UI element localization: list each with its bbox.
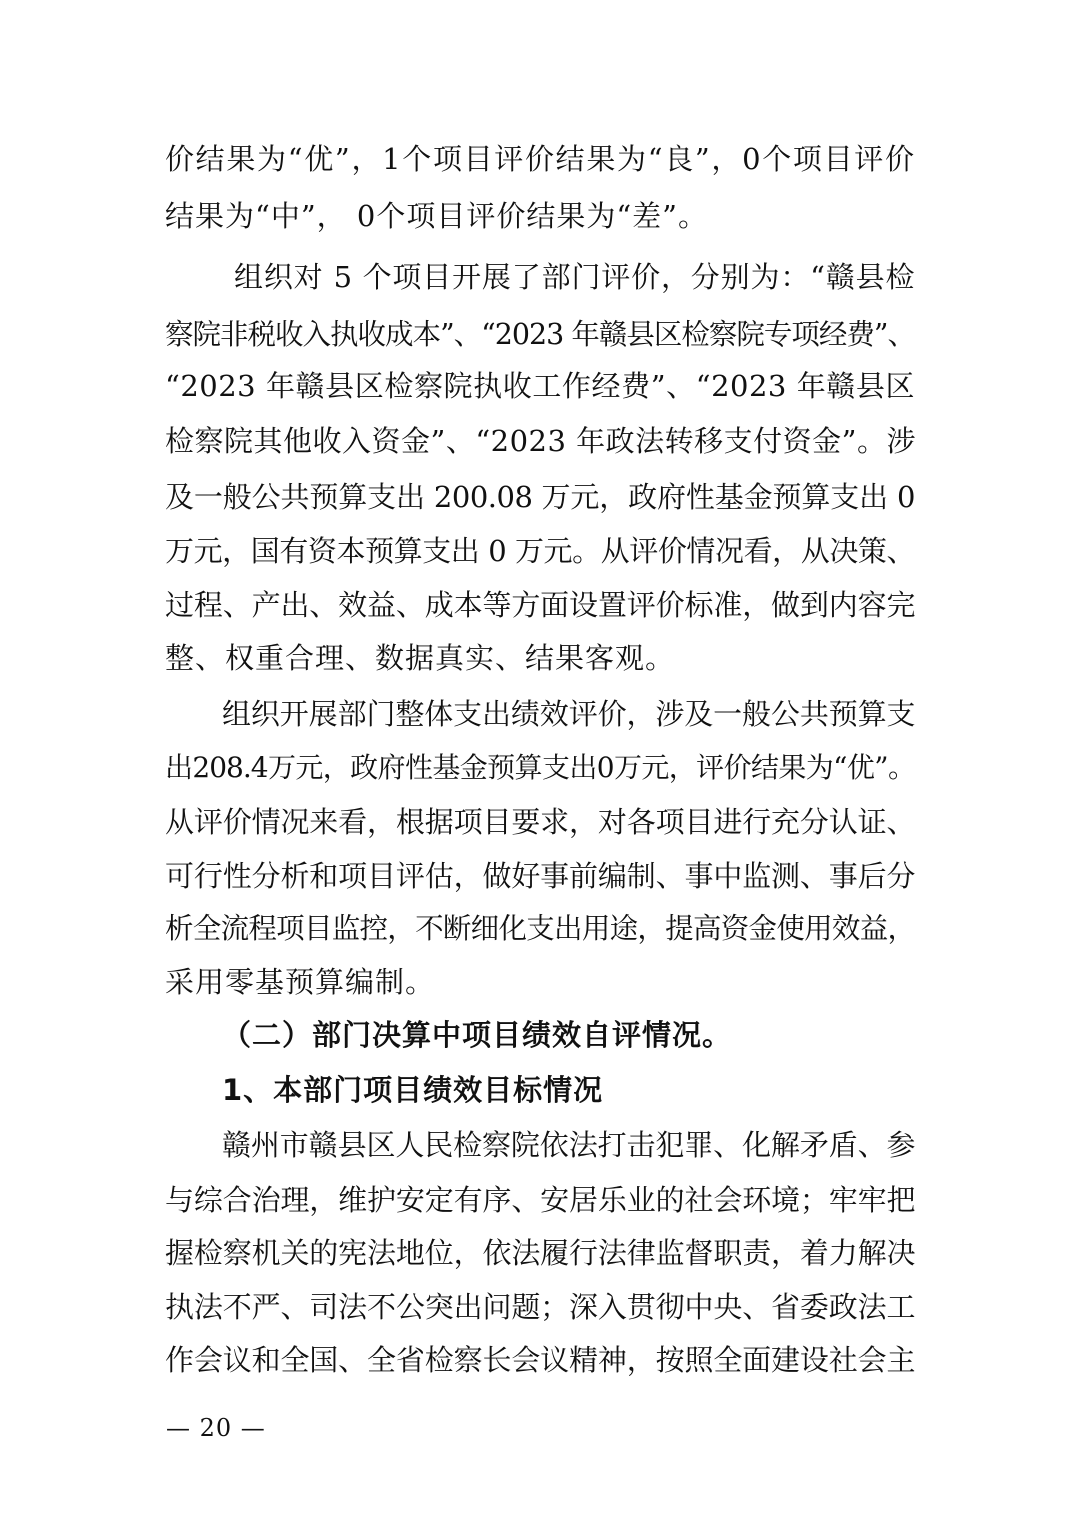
- paragraph-line: 价结果为“优”，1个项目评价结果为“良”，0个项目评价: [165, 142, 915, 176]
- paragraph-line: 及一般公共预算支出 200.08 万元，政府性基金预算支出 0: [165, 480, 915, 514]
- paragraph-line: 过程、产出、效益、成本等方面设置评价标准，做到内容完: [165, 588, 915, 622]
- paragraph-line: 采用零基预算编制。: [165, 965, 436, 999]
- paragraph-line: 万元，国有资本预算支出 0 万元。从评价情况看，从决策、: [165, 534, 915, 568]
- paragraph-line: 整、权重合理、数据真实、结果客观。: [165, 641, 676, 675]
- subsection-heading: 1、本部门项目绩效目标情况: [222, 1073, 604, 1107]
- paragraph-line: 察院非税收入执收成本”、“2023 年赣县区检察院专项经费”、: [165, 318, 915, 351]
- paragraph-line: 检察院其他收入资金”、“2023 年政法转移支付资金”。涉: [165, 424, 916, 458]
- paragraph-line: “2023 年赣县区检察院执收工作经费”、“2023 年赣县区: [165, 369, 915, 403]
- paragraph-line: 作会议和全国、全省检察长会议精神，按照全面建设社会主: [165, 1343, 915, 1377]
- section-heading: （二）部门决算中项目绩效自评情况。: [222, 1018, 733, 1052]
- paragraph-line: 与综合治理，维护安定有序、安居乐业的社会环境；牢牢把: [165, 1183, 915, 1217]
- paragraph-line: 可行性分析和项目评估，做好事前编制、事中监测、事后分: [165, 859, 915, 893]
- paragraph-line: 赣州市赣县区人民检察院依法打击犯罪、化解矛盾、参: [222, 1128, 915, 1162]
- paragraph-line: 从评价情况来看，根据项目要求，对各项目进行充分认证、: [165, 805, 915, 839]
- paragraph-line: 执法不严、司法不公突出问题；深入贯彻中央、省委政法工: [165, 1290, 915, 1324]
- paragraph-line: 结果为“中”， 0个项目评价结果为“差”。: [165, 199, 708, 233]
- paragraph-line: 出208.4万元，政府性基金预算支出0万元，评价结果为“优”。: [165, 751, 915, 784]
- paragraph-line: 组织开展部门整体支出绩效评价，涉及一般公共预算支: [222, 697, 915, 731]
- paragraph-line: 握检察机关的宪法地位，依法履行法律监督职责，着力解决: [165, 1236, 915, 1270]
- page-number: — 20 —: [166, 1414, 266, 1442]
- paragraph-line: 析全流程项目监控，不断细化支出用途，提高资金使用效益，: [165, 912, 915, 945]
- paragraph-line: 组织对 5 个项目开展了部门评价，分别为：“赣县检: [234, 260, 915, 294]
